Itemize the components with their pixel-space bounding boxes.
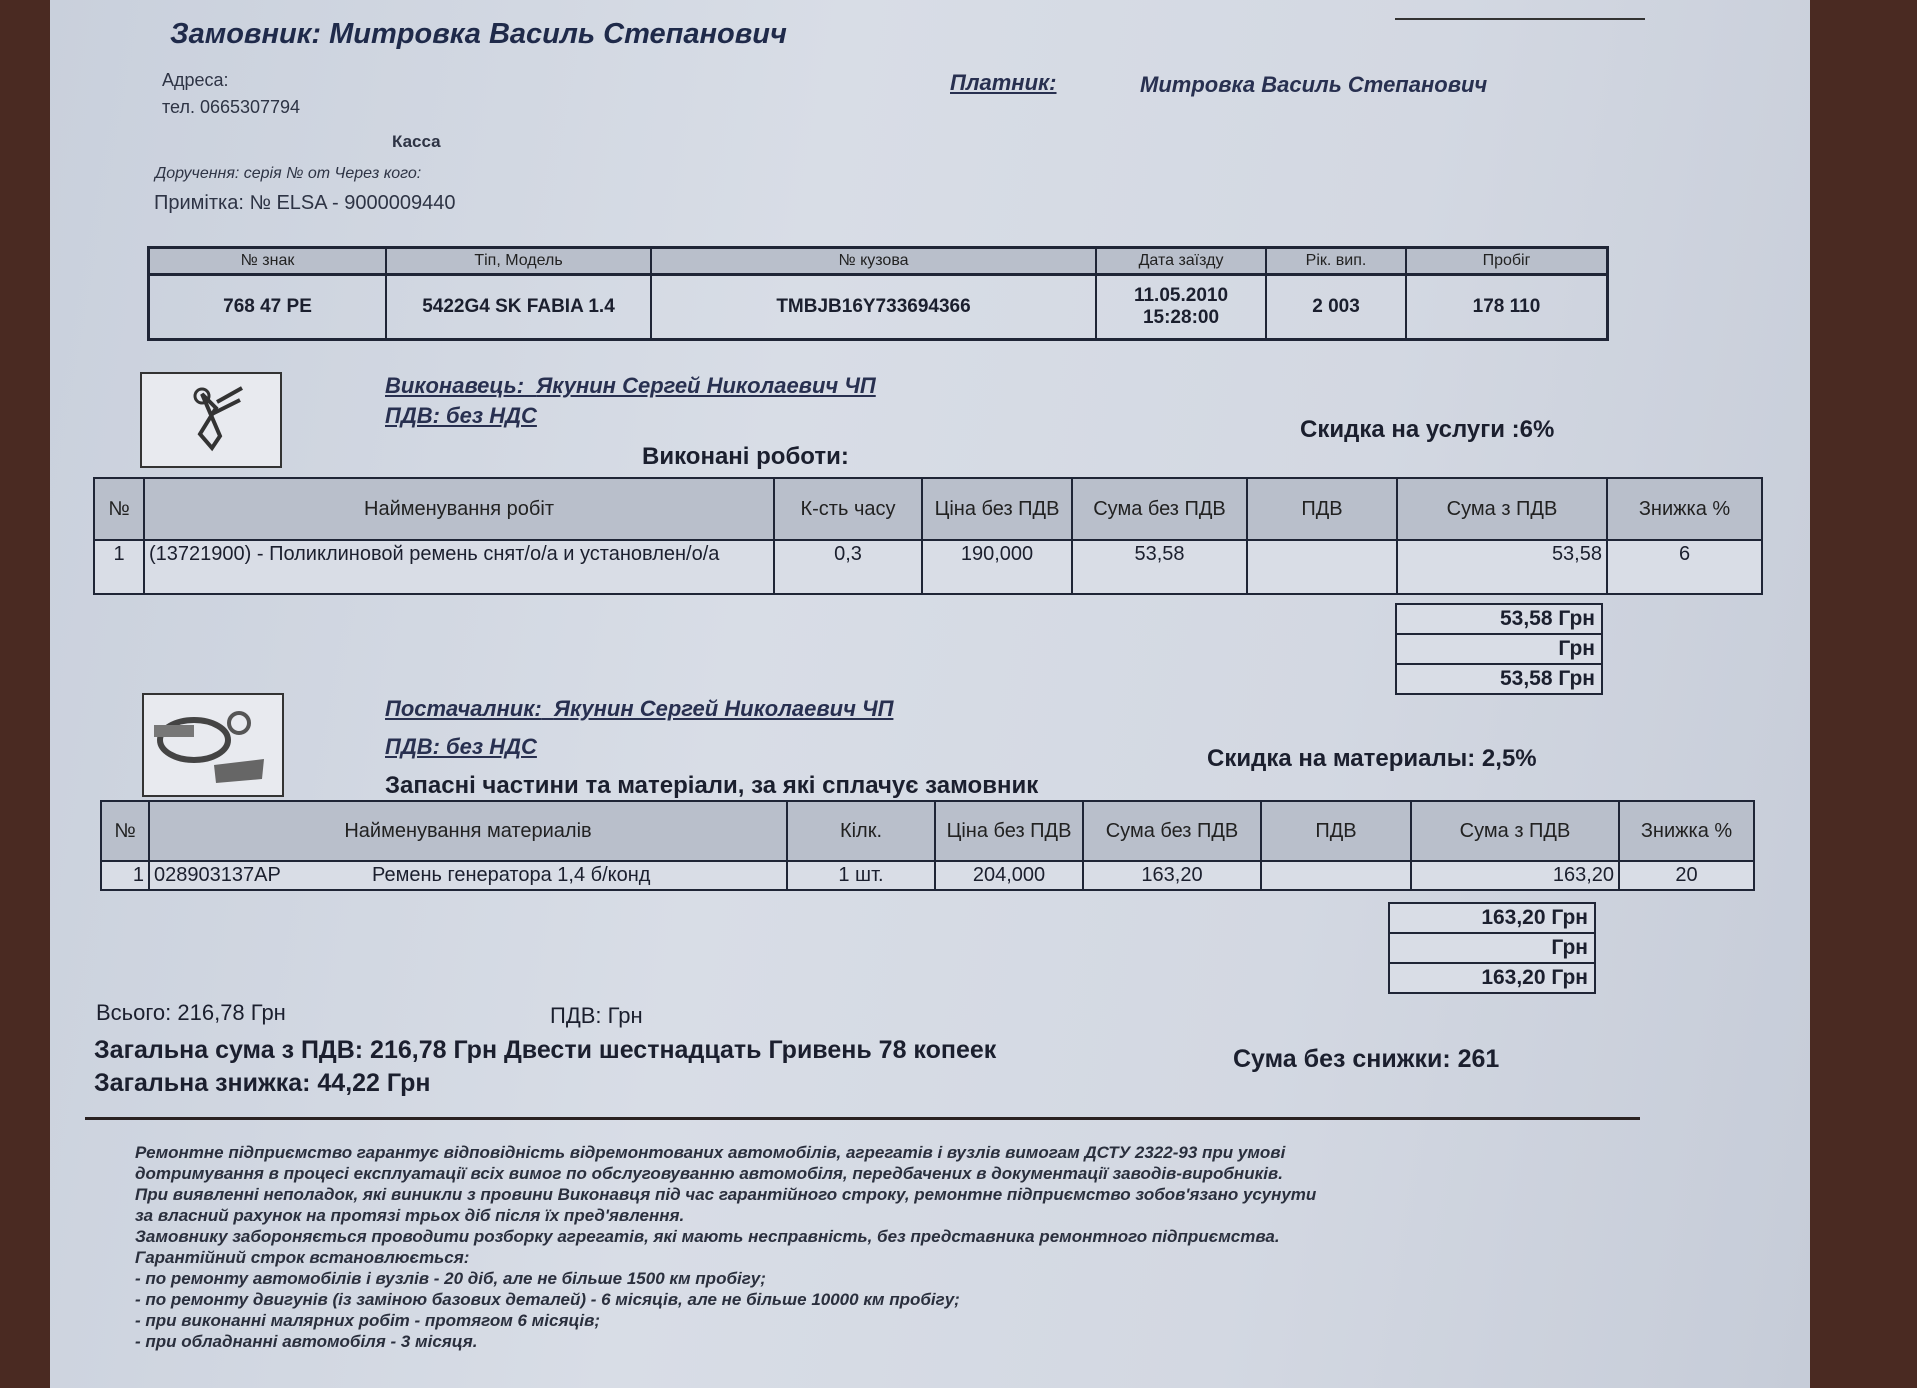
vehicle-model: 5422G4 SK FABIA 1.4	[386, 275, 651, 340]
warranty-text	[135, 1142, 1316, 1352]
address-label: Адреса:	[162, 70, 229, 90]
materials-row-name-cell	[149, 861, 787, 890]
materials-col-name: Найменування материалів	[149, 801, 787, 861]
materials-col-qty: Кілк.	[787, 801, 935, 861]
warranty-line: - при виконанні малярних робіт - протягом 6 місяців;	[135, 1311, 601, 1330]
materials-row-name: Ремень генератора 1,4 б/конд	[372, 864, 651, 886]
vehicle-plate: 768 47 PE	[149, 275, 387, 340]
materials-col-sum-vat: Сума з ПДВ	[1411, 801, 1619, 861]
vehicle-mileage: 178 110	[1406, 275, 1608, 340]
materials-row-price: 204,000	[935, 861, 1083, 890]
performer-label: Виконавець:	[385, 373, 525, 398]
phone: тел. 0665307794	[162, 97, 301, 117]
warranty-line: - при обладнанні автомобіля - 3 місяця.	[135, 1332, 478, 1351]
table-row	[94, 540, 1762, 594]
wrench-icon	[140, 372, 282, 468]
performer-name: Якунин Сергей Николаевич ЧП	[536, 373, 876, 398]
power-of-attorney: Доручення: серія № от Через кого:	[155, 165, 422, 182]
materials-row-qty: 1 шт.	[787, 861, 935, 890]
works-total-2: Грн	[1396, 634, 1602, 664]
materials-col-price: Ціна без ПДВ	[935, 801, 1083, 861]
warranty-line: При виявленні неполадок, які виникли з провини Виконавця під час гарантійного строку, ремонтне підприємство зобов'язано усунути	[135, 1185, 1317, 1204]
vehicle-col-vin: № кузова	[651, 248, 1096, 275]
materials-row-sum-vat: 163,20	[1411, 861, 1619, 890]
vehicle-date	[1096, 275, 1266, 340]
materials-row-code: 028903137AP	[154, 864, 281, 886]
performer	[385, 373, 876, 399]
summary-without-discount: Сума без снижки: 261	[1233, 1045, 1500, 1073]
works-total-3: 53,58 Грн	[1396, 664, 1602, 694]
materials-total-1: 163,20 Грн	[1389, 903, 1595, 933]
vehicle-date-day: 11.05.2010	[1133, 285, 1229, 306]
summary-vat: ПДВ: Грн	[550, 1003, 643, 1028]
works-col-name: Найменування робіт	[144, 478, 774, 540]
warranty-line: Гарантійний строк встановлюється:	[135, 1248, 470, 1267]
vehicle-vin: TMBJB16Y733694366	[651, 275, 1096, 340]
warranty-line: Ремонтне підприємство гарантує відповідність відремонтованих автомобілів, агрегатів і вузлів вимогам ДСТУ 2322-93 при умові	[135, 1143, 1286, 1162]
materials-row-sum: 163,20	[1083, 861, 1261, 890]
works-table	[93, 477, 1763, 595]
warranty-line: - по ремонту автомобілів і вузлів - 20 діб, але не більше 1500 км пробігу;	[135, 1269, 766, 1288]
vehicle-date-time: 15:28:00	[1142, 307, 1220, 328]
materials-col-n: №	[101, 801, 149, 861]
warranty-line: - по ремонту двигунів (із заміною базових деталей) - 6 місяців, але не більше 10000 км пробігу;	[135, 1290, 960, 1309]
works-row-name: (13721900) - Поликлиновой ремень снят/о/а и установлен/о/а	[144, 540, 774, 594]
customer-heading	[170, 18, 787, 51]
warranty-line: дотримування в процесі експлуатації всіх вимог по обслуговуванню автомобіля, передбачених в документації заводів-виробників.	[135, 1164, 1283, 1183]
payer-label: Платник:	[950, 70, 1057, 95]
materials-heading: Запасні частини та матеріали, за які сплачує замовник	[385, 772, 1039, 799]
vehicle-year: 2 003	[1266, 275, 1406, 340]
works-col-vat: ПДВ	[1247, 478, 1397, 540]
summary-total: Всього: 216,78 Грн	[96, 1000, 286, 1025]
materials-vat-note: ПДВ: без НДС	[385, 734, 537, 759]
materials-totals	[1388, 902, 1596, 994]
works-vat-note: ПДВ: без НДС	[385, 403, 537, 428]
materials-discount: Скидка на материалы: 2,5%	[1207, 745, 1537, 772]
warranty-line: Замовнику забороняється проводити розборку агрегатів, які мають несправність, без представника ремонтного підприємства.	[135, 1227, 1280, 1246]
works-total-1: 53,58 Грн	[1396, 604, 1602, 634]
works-discount: Скидка на услуги :6%	[1300, 416, 1555, 443]
materials-col-sum: Сума без ПДВ	[1083, 801, 1261, 861]
works-col-n: №	[94, 478, 144, 540]
works-row-sum-vat: 53,58	[1397, 540, 1607, 594]
materials-col-vat: ПДВ	[1261, 801, 1411, 861]
works-col-disc: Знижка %	[1607, 478, 1762, 540]
supplier-name: Якунин Сергей Николаевич ЧП	[553, 696, 894, 721]
materials-row-vat	[1261, 861, 1411, 890]
materials-row-n: 1	[101, 861, 149, 890]
works-col-price: Ціна без ПДВ	[922, 478, 1072, 540]
payer-name: Митровка Василь Степанович	[1140, 72, 1488, 97]
works-row-hours: 0,3	[774, 540, 922, 594]
works-col-sum: Сума без ПДВ	[1072, 478, 1247, 540]
vehicle-col-mileage: Пробіг	[1406, 248, 1608, 275]
vehicle-col-plate: № знак	[149, 248, 387, 275]
supplier	[385, 696, 893, 722]
cash-label: Касса	[392, 132, 441, 151]
works-heading: Виконані роботи:	[642, 443, 849, 470]
materials-table	[100, 800, 1755, 891]
customer-name: Митровка Василь Степанович	[329, 18, 787, 50]
summary-grand-total: Загальна сума з ПДВ: 216,78 Грн Двести шестнадцать Гривень 78 копеек	[94, 1036, 997, 1064]
vehicle-col-date: Дата заїзду	[1096, 248, 1266, 275]
invoice-document	[50, 0, 1810, 1388]
materials-total-3: 163,20 Грн	[1389, 963, 1595, 993]
materials-row-disc: 20	[1619, 861, 1754, 890]
summary-total-discount: Загальна знижка: 44,22 Грн	[94, 1069, 431, 1097]
works-col-sum-vat: Сума з ПДВ	[1397, 478, 1607, 540]
materials-col-disc: Знижка %	[1619, 801, 1754, 861]
works-col-hours: К-сть часу	[774, 478, 922, 540]
works-row-price: 190,000	[922, 540, 1072, 594]
note: Примітка: № ELSA - 9000009440	[154, 192, 456, 214]
divider	[85, 1117, 1640, 1120]
vehicle-col-year: Рік. вип.	[1266, 248, 1406, 275]
works-row-sum: 53,58	[1072, 540, 1247, 594]
warranty-line: за власний рахунок на протязі трьох діб після їх пред'явлення.	[135, 1206, 685, 1225]
works-row-n: 1	[94, 540, 144, 594]
customer-label: Замовник:	[170, 18, 322, 50]
spare-parts-icon	[142, 693, 284, 797]
top-rule	[1395, 18, 1645, 20]
vehicle-table	[147, 246, 1609, 341]
works-row-disc: 6	[1607, 540, 1762, 594]
supplier-label: Постачалник:	[385, 696, 542, 721]
works-totals	[1395, 603, 1603, 695]
vehicle-col-model: Тіп, Модель	[386, 248, 651, 275]
materials-total-2: Грн	[1389, 933, 1595, 963]
works-row-vat	[1247, 540, 1397, 594]
table-row	[101, 861, 1754, 890]
